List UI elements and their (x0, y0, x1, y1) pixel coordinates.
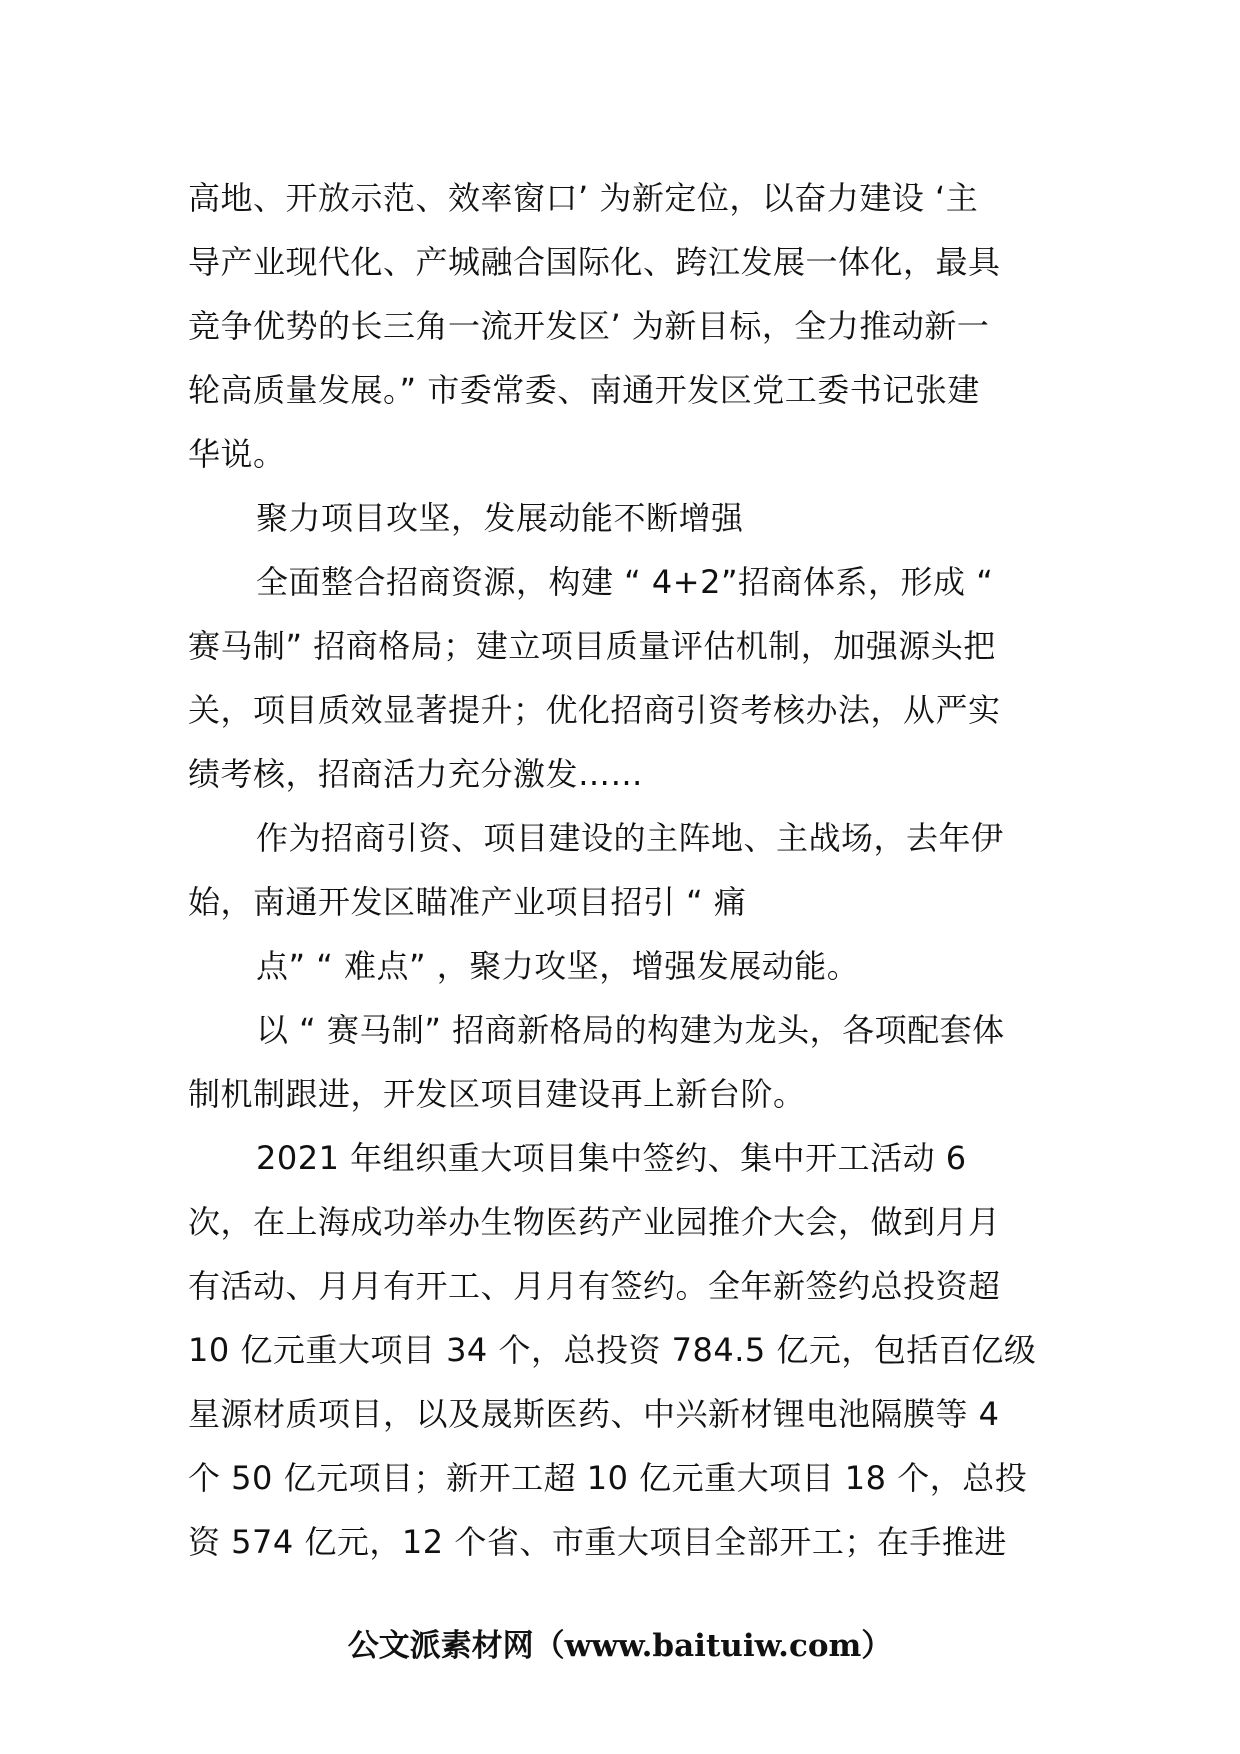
text-line: 制机制跟进，开发区项目建设再上新台阶。 (188, 1075, 806, 1113)
text-line: 绩考核，招商活力充分激发…… (188, 755, 644, 793)
text-line: 始，南通开发区瞄准产业项目招引 “ 痛 (188, 883, 747, 921)
text-line: 华说。 (188, 435, 286, 473)
text-line: 关，项目质效显著提升；优化招商引资考核办法，从严实 (188, 691, 1001, 729)
text-line: 次，在上海成功举办生物医药产业园推介大会，做到月月 (188, 1203, 1001, 1241)
page-footer-watermark: 公文派素材网（www.baituiw.com） (347, 1628, 893, 1664)
text-line: 作为招商引资、项目建设的主阵地、主战场，去年伊 (256, 819, 1004, 857)
text-line: 点” “ 难点” ，聚力攻坚，增强发展动能。 (256, 947, 860, 985)
text-line: 10 亿元重大项目 34 个，总投资 784.5 亿元，包括百亿级 (188, 1331, 1037, 1369)
text-line: 导产业现代化、产城融合国际化、跨江发展一体化，最具 (188, 243, 1001, 281)
text-line: 全面整合招商资源，构建 “ 4+2”招商体系，形成 “ (256, 563, 994, 601)
text-line: 轮高质量发展。” 市委常委、南通开发区党工委书记张建 (188, 371, 980, 409)
text-line: 资 574 亿元，12 个省、市重大项目全部开工；在手推进 (188, 1523, 1007, 1561)
text-line: 个 50 亿元项目；新开工超 10 亿元重大项目 18 个，总投 (188, 1459, 1028, 1497)
text-line: 高地、开放示范、效率窗口’ 为新定位，以奋力建设 ‘主 (188, 179, 979, 217)
text-line: 2021 年组织重大项目集中签约、集中开工活动 6 (256, 1139, 967, 1177)
text-line: 竞争优势的长三角一流开发区’ 为新目标，全力推动新一 (188, 307, 990, 345)
text-line: 赛马制” 招商格局；建立项目质量评估机制，加强源头把 (188, 627, 996, 665)
text-line: 以 “ 赛马制” 招商新格局的构建为龙头，各项配套体 (256, 1011, 1005, 1049)
text-line: 有活动、月月有开工、月月有签约。全年新签约总投资超 (188, 1267, 1001, 1305)
text-line: 星源材质项目，以及晟斯医药、中兴新材锂电池隔膜等 4 (188, 1395, 1000, 1433)
section-heading: 聚力项目攻坚，发展动能不断增强 (256, 499, 744, 537)
